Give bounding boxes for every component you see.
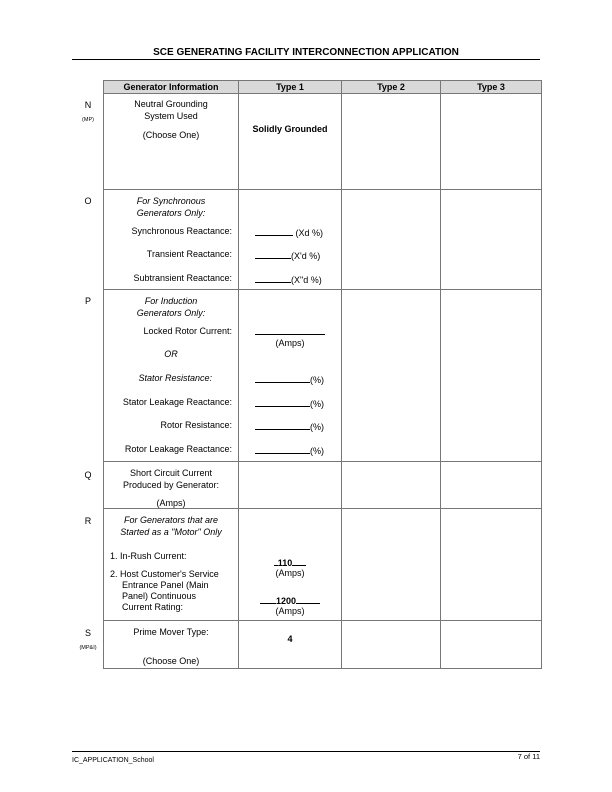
row-q-type3[interactable] <box>441 462 542 509</box>
footer-document-name: IC_APPLICATION_School <box>72 757 154 764</box>
o-trans-unit: (X'd %) <box>291 251 321 261</box>
s-line2: (Choose One) <box>142 656 200 666</box>
page-title: SCE GENERATING FACILITY INTERCONNECTION APPLICATION <box>153 47 459 58</box>
s-type1-value: 4 <box>287 634 293 644</box>
s-line1: Prime Mover Type: <box>133 627 209 637</box>
r-inrush-field[interactable] <box>239 556 341 568</box>
o-sync-field[interactable] <box>255 226 323 238</box>
r-panel-unit: (Amps) <box>275 606 305 616</box>
q-line3: (Amps) <box>156 498 186 508</box>
r-inrush-value: 110 <box>277 558 293 568</box>
row-q-label <box>104 462 239 509</box>
p-locked-field[interactable] <box>255 325 325 337</box>
r-note1: For Generators that are <box>123 515 219 525</box>
row-s-type2[interactable] <box>342 621 441 669</box>
row-o-type1[interactable] <box>239 190 342 290</box>
r-item2d: Current Rating: <box>122 602 184 612</box>
row-letter-o: O <box>84 196 92 206</box>
o-subtrans-field[interactable] <box>255 273 322 285</box>
p-stator-res-field[interactable] <box>255 373 324 385</box>
row-letter-s: S <box>84 628 91 638</box>
p-note1: For Induction <box>144 296 198 306</box>
r-panel-field[interactable] <box>239 594 341 606</box>
o-subtrans-label: Subtransient Reactance: <box>133 273 232 283</box>
row-n-label <box>104 94 239 190</box>
footer-divider <box>72 751 540 752</box>
p-note2: Generators Only: <box>136 308 206 318</box>
r-inrush-unit: (Amps) <box>275 568 305 578</box>
header-type-1: Type 1 <box>239 81 342 94</box>
p-stator-res-label: Stator Resistance: <box>138 373 212 383</box>
row-s-type1[interactable] <box>239 621 342 669</box>
row-letter-p: P <box>84 296 91 306</box>
p-stator-leak-unit: (%) <box>310 399 324 409</box>
row-p-type3[interactable] <box>441 290 542 462</box>
row-letter-q: Q <box>84 470 92 480</box>
r-note2: Started as a "Motor" Only <box>120 527 222 537</box>
o-subtrans-unit: (X"d %) <box>291 275 322 285</box>
o-sync-unit: (Xd %) <box>295 228 324 238</box>
r-item2a: 2. Host Customer's Service <box>110 569 219 579</box>
p-rotor-res-field[interactable] <box>255 420 324 432</box>
q-line1: Short Circuit Current <box>129 468 213 478</box>
row-q-type1[interactable] <box>239 462 342 509</box>
r-item2c: Panel) Continuous <box>122 591 197 601</box>
generator-info-table <box>103 80 542 669</box>
row-o-label <box>104 190 239 290</box>
p-or: OR <box>164 349 178 359</box>
row-o-type2[interactable] <box>342 190 441 290</box>
o-note1: For Synchronous <box>136 196 206 206</box>
row-letter-r: R <box>84 516 92 526</box>
row-r-type2[interactable] <box>342 509 441 621</box>
p-locked-label: Locked Rotor Current: <box>143 326 232 336</box>
footer-page-number: 7 of 11 <box>517 752 540 761</box>
row-p-type2[interactable] <box>342 290 441 462</box>
row-n-type1[interactable] <box>239 94 342 190</box>
row-s-label <box>104 621 239 669</box>
row-n-type3[interactable] <box>441 94 542 190</box>
r-item2b: Entrance Panel (Main <box>122 580 209 590</box>
row-r-type3[interactable] <box>441 509 542 621</box>
header-type-3: Type 3 <box>441 81 542 94</box>
p-rotor-res-label: Rotor Resistance: <box>160 420 232 430</box>
row-s-type3[interactable] <box>441 621 542 669</box>
row-sub-s: (MP&I) <box>79 645 97 651</box>
title-divider <box>72 59 540 60</box>
o-trans-field[interactable] <box>255 249 320 261</box>
header-type-2: Type 2 <box>342 81 441 94</box>
row-q-type2[interactable] <box>342 462 441 509</box>
p-rotor-leak-field[interactable] <box>255 444 324 456</box>
p-locked-unit: (Amps) <box>275 338 305 348</box>
row-p-label <box>104 290 239 462</box>
o-note2: Generators Only: <box>136 208 206 218</box>
row-letter-n: N <box>84 100 92 110</box>
r-item1: 1. In-Rush Current: <box>110 551 187 561</box>
row-sub-n: (MP) <box>82 117 94 123</box>
row-o-type3[interactable] <box>441 190 542 290</box>
n-line3: (Choose One) <box>142 130 200 140</box>
o-trans-label: Transient Reactance: <box>146 249 232 259</box>
p-rotor-leak-unit: (%) <box>310 446 324 456</box>
row-p-type1[interactable] <box>239 290 342 462</box>
row-r-type1[interactable] <box>239 509 342 621</box>
p-stator-res-unit: (%) <box>310 375 324 385</box>
q-line2: Produced by Generator: <box>122 480 220 490</box>
p-stator-leak-field[interactable] <box>255 397 324 409</box>
p-rotor-res-unit: (%) <box>310 422 324 432</box>
header-generator-information: Generator Information <box>104 81 239 94</box>
n-line2: System Used <box>144 111 198 121</box>
r-panel-value: 1200 <box>275 596 297 606</box>
p-stator-leak-label: Stator Leakage Reactance: <box>122 397 232 407</box>
row-r-label <box>104 509 239 621</box>
n-type1-value: Solidly Grounded <box>252 124 328 134</box>
o-sync-label: Synchronous Reactance: <box>131 226 232 236</box>
n-line1: Neutral Grounding <box>134 99 208 109</box>
p-rotor-leak-label: Rotor Leakage Reactance: <box>124 444 232 454</box>
row-n-type2[interactable] <box>342 94 441 190</box>
